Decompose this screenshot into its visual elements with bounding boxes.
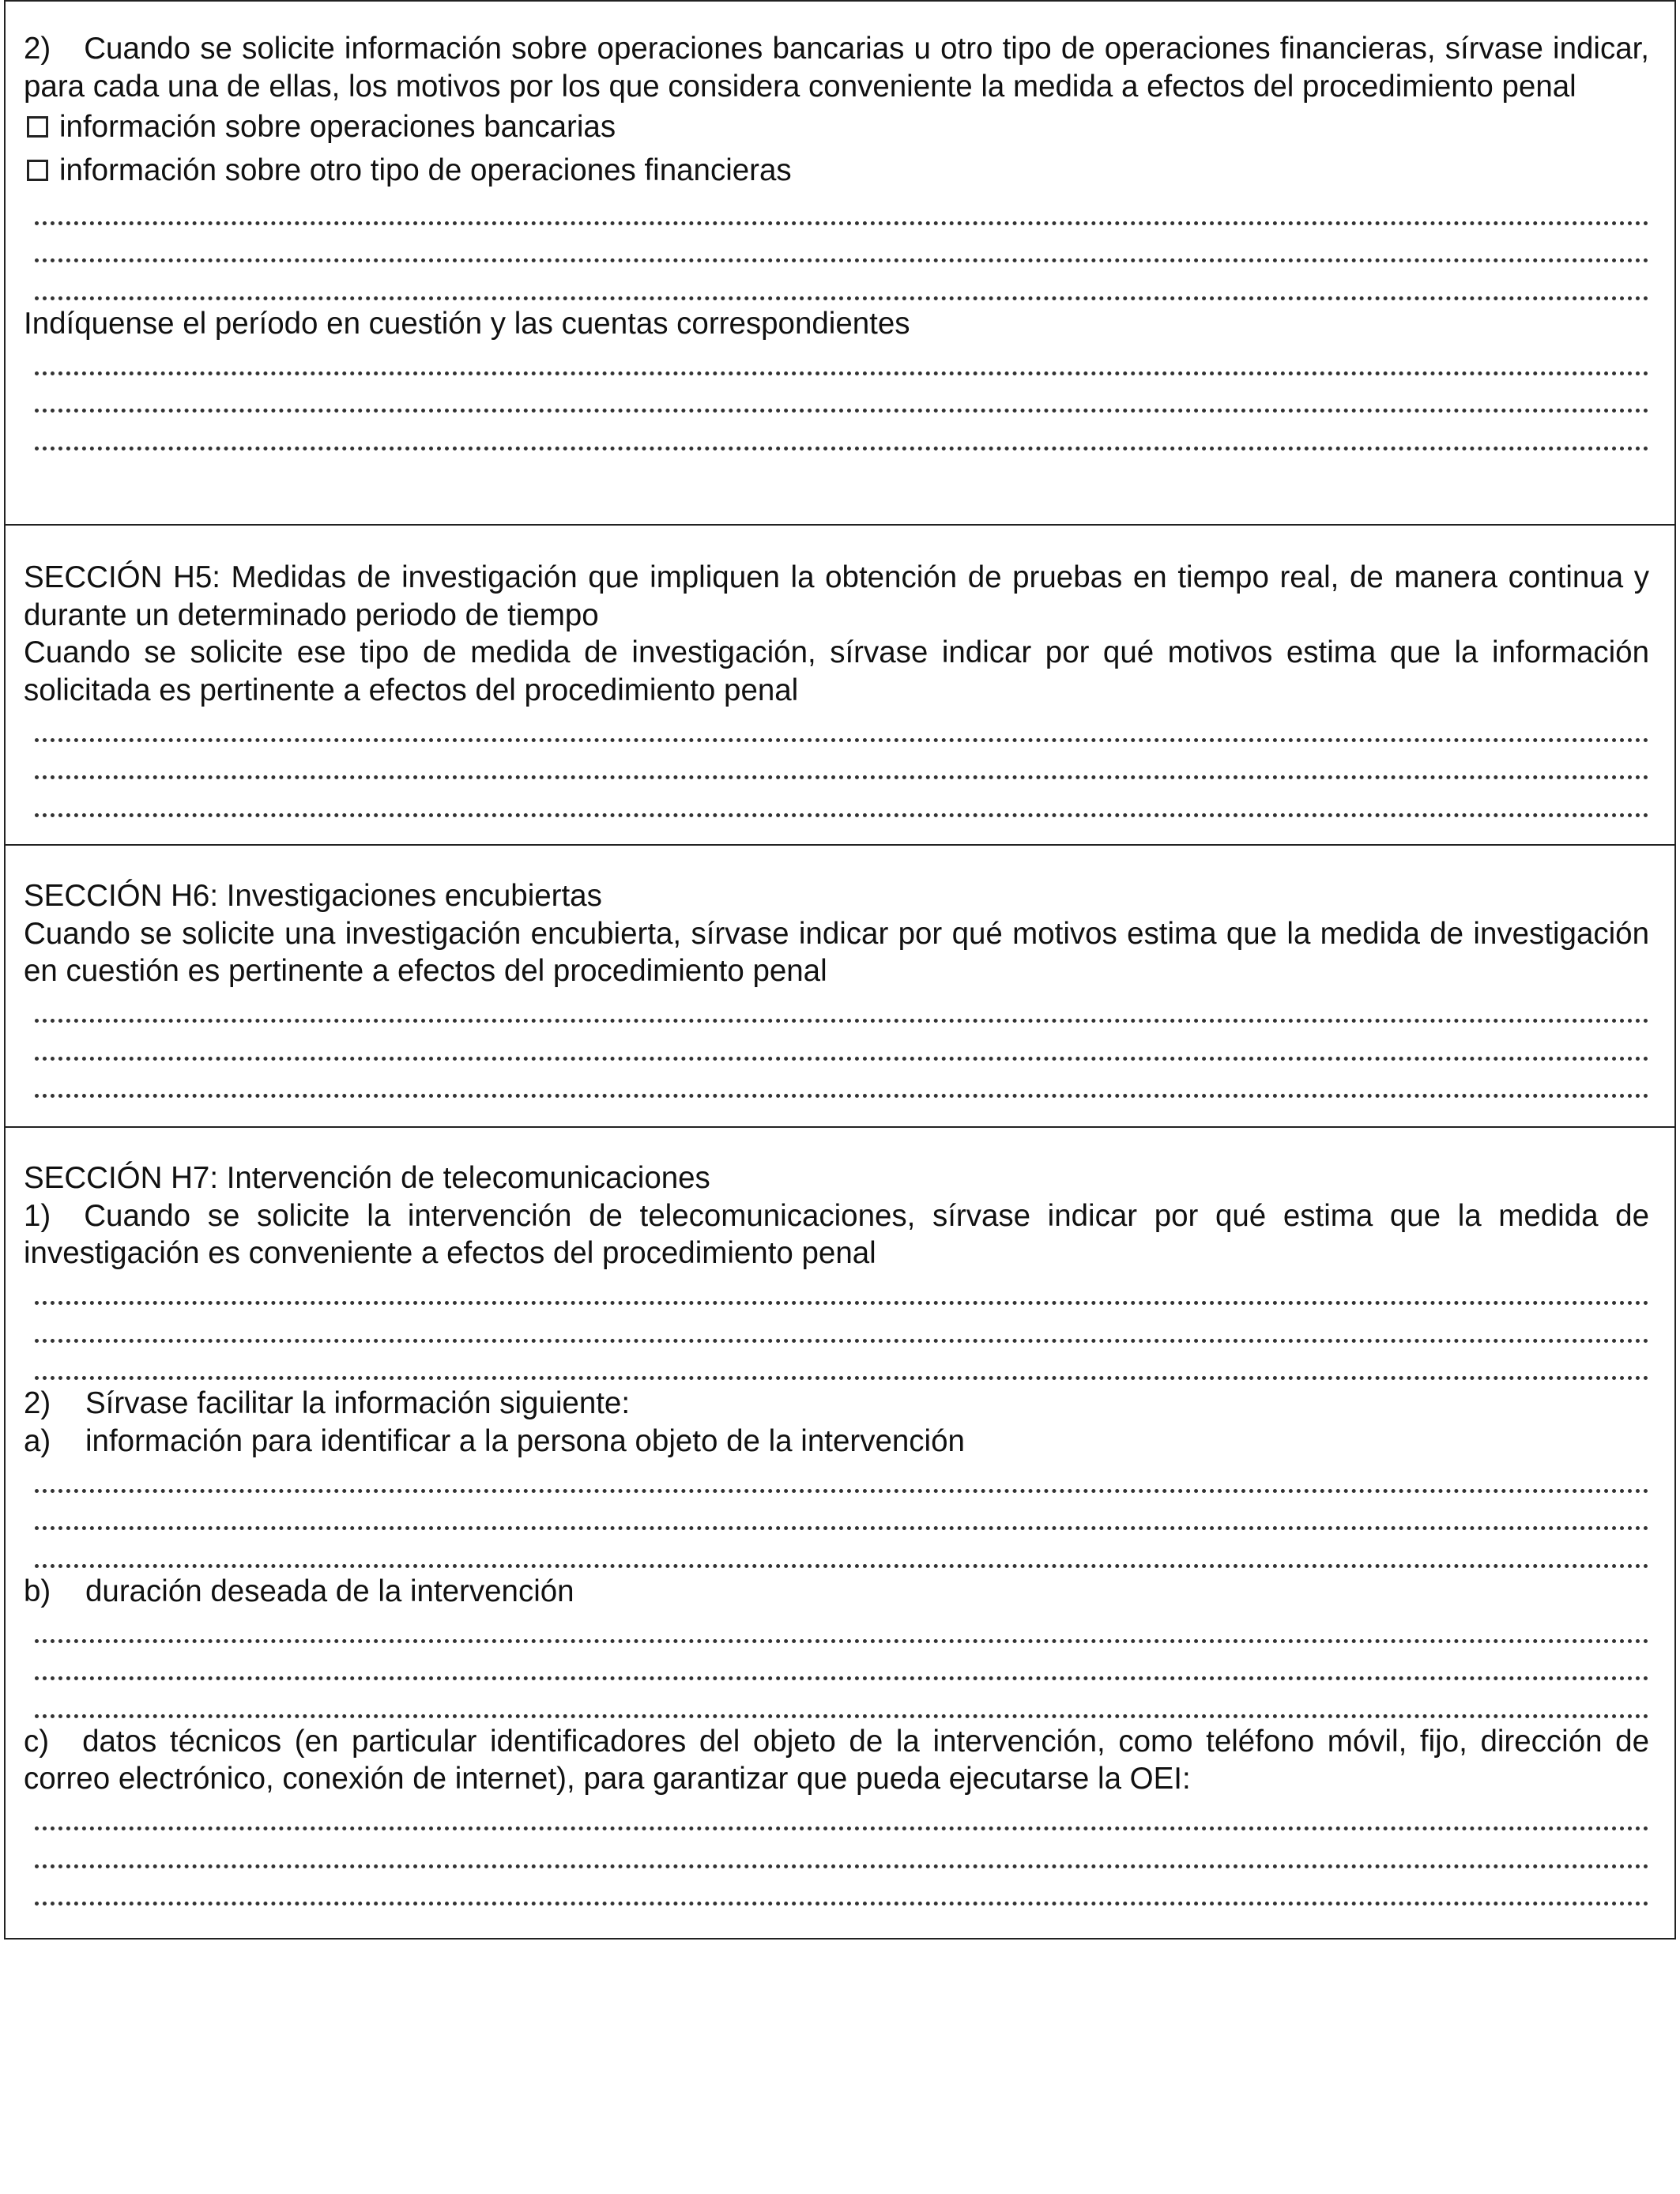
item-2-text: Cuando se solicite información sobre operaciones bancarias u otro tipo de operaciones financieras, sírvase indicar, para cada una de ellas, los motivos por los que considera conveniente la medida a efectos del procedimiento penal <box>24 32 1649 104</box>
item-2-text: Sírvase facilitar la información siguiente: <box>85 1386 631 1420</box>
item-b-duration <box>24 1573 1649 1611</box>
fill-line[interactable] <box>35 337 1649 375</box>
item-1-marker: 1) <box>24 1198 51 1233</box>
fill-line[interactable] <box>35 1830 1649 1868</box>
section-h5-heading: SECCIÓN H5: Medidas de investigación que impliquen la obtención de pruebas en tiempo real, de manera continua y durante un determinado periodo de tiempo <box>24 560 1649 632</box>
item-2-marker: 2) <box>24 1386 51 1420</box>
fill-line[interactable] <box>35 986 1649 1023</box>
item-1-telecom <box>24 1197 1649 1272</box>
checkbox-row-financial[interactable] <box>24 149 1649 192</box>
section-h7 <box>6 1126 1674 1938</box>
fill-line[interactable] <box>35 1680 1649 1718</box>
period-accounts-label: Indíquense el período en cuestión y las cuentas correspondientes <box>24 306 910 341</box>
checkbox-bank-operations[interactable] <box>27 116 48 138</box>
checkbox-financial-operations-label: información sobre otro tipo de operaciones financieras <box>59 153 792 187</box>
fill-line[interactable] <box>35 225 1649 263</box>
section-h4-continuation <box>6 2 1674 524</box>
fill-line[interactable] <box>35 375 1649 413</box>
fill-line[interactable] <box>35 742 1649 780</box>
fill-line[interactable] <box>35 1530 1649 1568</box>
fill-line[interactable] <box>35 1061 1649 1099</box>
section-h6 <box>6 844 1674 1126</box>
section-h5-text: Cuando se solicite ese tipo de medida de investigación, sírvase indicar por qué motivos estima que la información solicitada es pertinente a efectos del procedimiento penal <box>24 635 1649 707</box>
checkbox-financial-operations[interactable] <box>27 160 48 181</box>
item-2-marker: 2) <box>24 32 51 66</box>
fill-line[interactable] <box>35 1605 1649 1643</box>
item-a-marker: a) <box>24 1423 51 1458</box>
fill-line[interactable] <box>35 1643 1649 1681</box>
fill-line[interactable] <box>35 704 1649 742</box>
item-2-bank-operations <box>24 30 1649 105</box>
fill-line[interactable] <box>35 262 1649 300</box>
item-a-identify-person <box>24 1423 1649 1461</box>
fill-line[interactable] <box>35 1868 1649 1906</box>
section-h7-heading: SECCIÓN H7: Intervención de telecomunicaciones <box>24 1161 710 1195</box>
fill-line[interactable] <box>35 187 1649 225</box>
fill-line[interactable] <box>35 1023 1649 1061</box>
section-h6-text: Cuando se solicite una investigación encubierta, sírvase indicar por qué motivos estima que la medida de investigación en cuestión es pertinente a efectos del procedimiento penal <box>24 916 1649 988</box>
fill-line[interactable] <box>35 413 1649 450</box>
item-b-text: duración deseada de la intervención <box>85 1574 574 1608</box>
item-c-marker: c) <box>24 1724 50 1759</box>
fill-line[interactable] <box>35 779 1649 817</box>
item-1-text: Cuando se solicite la intervención de telecomunicaciones, sírvase indicar por qué estima que la medida de investigación es conveniente a efectos del procedimiento penal <box>24 1198 1649 1270</box>
fill-line[interactable] <box>35 1793 1649 1831</box>
checkbox-bank-operations-label: información sobre operaciones bancarias <box>59 109 616 144</box>
form-table <box>4 0 1676 1940</box>
checkbox-row-bank[interactable] <box>24 105 1649 149</box>
item-2-info <box>24 1385 1649 1423</box>
fill-line[interactable] <box>35 1455 1649 1493</box>
fill-line[interactable] <box>35 1268 1649 1306</box>
item-b-marker: b) <box>24 1574 51 1608</box>
item-a-text: información para identificar a la persona objeto de la intervención <box>85 1423 965 1458</box>
section-h6-heading: SECCIÓN H6: Investigaciones encubiertas <box>24 879 602 913</box>
fill-line[interactable] <box>35 1343 1649 1381</box>
fill-line[interactable] <box>35 1493 1649 1531</box>
fill-line[interactable] <box>35 1305 1649 1343</box>
section-h5 <box>6 524 1674 844</box>
item-c-text: datos técnicos (en particular identificadores del objeto de la intervención, como teléfono móvil, fijo, dirección de correo electrónico, conexión de internet), para garantizar que pueda ejecutarse la OEI: <box>24 1724 1649 1796</box>
item-c-technical-data <box>24 1723 1649 1798</box>
